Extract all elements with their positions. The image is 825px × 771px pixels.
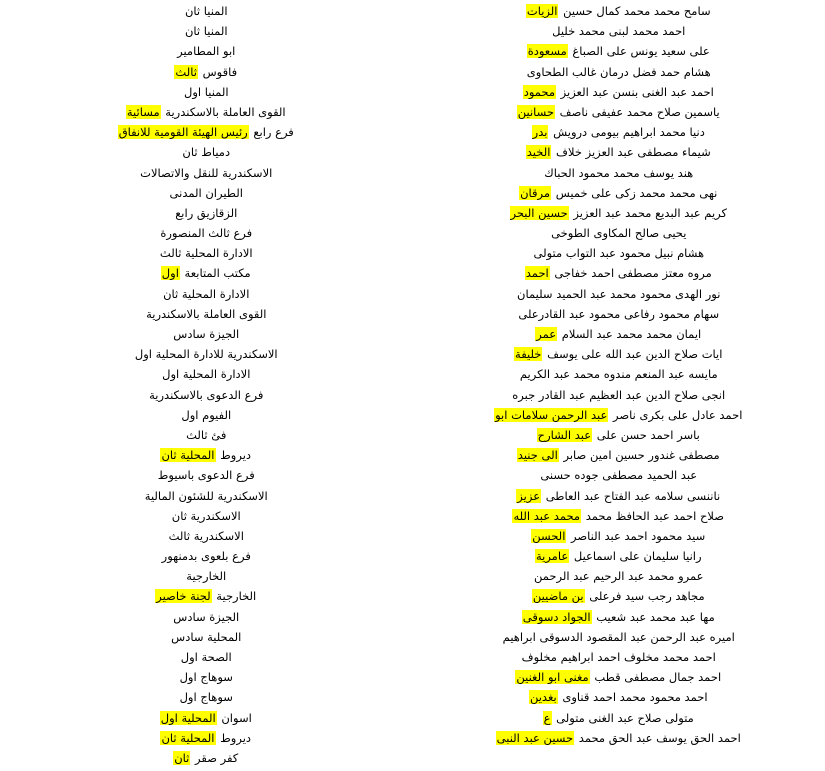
cell-text bbox=[184, 24, 229, 40]
cell-name[interactable] bbox=[413, 226, 825, 246]
table-row[interactable] bbox=[0, 711, 825, 731]
cell-name[interactable] bbox=[413, 24, 825, 44]
cell-office[interactable] bbox=[0, 44, 413, 64]
cell-segment: نهى محمد محمد زكى على خميس bbox=[551, 186, 718, 200]
table-row[interactable] bbox=[0, 166, 825, 186]
cell-name[interactable] bbox=[413, 630, 825, 650]
cell-text bbox=[551, 24, 686, 40]
cell-text bbox=[179, 670, 234, 686]
cell-text bbox=[126, 105, 287, 121]
cell-segment: ناننسى سلامه عبد الفتاح عبد العاطى bbox=[541, 489, 721, 503]
cell-text bbox=[148, 388, 264, 404]
cell-text bbox=[532, 125, 706, 141]
cell-text bbox=[118, 125, 295, 141]
cell-segment: احمد عادل على بكرى ناصر bbox=[608, 408, 743, 422]
cell-text bbox=[517, 307, 720, 323]
table-row[interactable] bbox=[0, 226, 825, 246]
table-row[interactable] bbox=[0, 24, 825, 44]
cell-segment: الادارة المحلية اول bbox=[161, 367, 251, 381]
cell-text bbox=[526, 65, 712, 81]
cell-text bbox=[519, 186, 718, 202]
cell-office[interactable] bbox=[0, 226, 413, 246]
cell-segment: سامح محمد محمد كمال حسين bbox=[558, 4, 711, 18]
cell-name[interactable] bbox=[413, 589, 825, 609]
highlighted-text: عامرية bbox=[535, 549, 569, 563]
cell-text bbox=[516, 489, 721, 505]
cell-segment: سهام محمود رفاعى محمود عبد القادرعلى bbox=[517, 307, 720, 321]
cell-text bbox=[526, 4, 712, 20]
highlighted-text: ثالث bbox=[174, 65, 198, 79]
cell-segment: اميره عبد الرحمن عبد المقصود الدسوقى ابراهيم bbox=[502, 630, 736, 644]
cell-segment: كريم عبد البديع محمد عبد العزيز bbox=[569, 206, 728, 220]
cell-name[interactable] bbox=[413, 266, 825, 286]
cell-segment: احمد محمود محمد احمد قناوى bbox=[558, 690, 709, 704]
cell-office[interactable] bbox=[0, 166, 413, 186]
cell-segment: القوى العاملة بالاسكندرية bbox=[145, 307, 267, 321]
highlighted-text: حسين البحر bbox=[510, 206, 569, 220]
cell-office[interactable] bbox=[0, 610, 413, 630]
table-row[interactable] bbox=[0, 529, 825, 549]
cell-segment: ابو المطامير bbox=[176, 44, 236, 58]
table-row[interactable] bbox=[0, 367, 825, 387]
cell-segment: سوهاج اول bbox=[179, 670, 234, 684]
cell-name[interactable] bbox=[413, 509, 825, 529]
cell-text bbox=[171, 509, 242, 525]
cell-text bbox=[159, 246, 254, 262]
cell-name[interactable] bbox=[413, 145, 825, 165]
cell-name[interactable] bbox=[413, 610, 825, 630]
cell-text bbox=[510, 206, 728, 222]
table-row[interactable] bbox=[0, 428, 825, 448]
cell-segment: ايات صلاح الدين عبد الله على يوسف bbox=[542, 347, 723, 361]
cell-text bbox=[496, 731, 742, 747]
cell-text bbox=[183, 85, 230, 101]
cell-office[interactable] bbox=[0, 65, 413, 85]
cell-name[interactable] bbox=[413, 307, 825, 327]
cell-text bbox=[535, 549, 703, 565]
cell-name[interactable] bbox=[413, 751, 825, 771]
cell-name[interactable] bbox=[413, 287, 825, 307]
cell-office[interactable] bbox=[0, 509, 413, 529]
cell-text bbox=[179, 690, 234, 706]
cell-segment: الادارة المحلية ثالث bbox=[159, 246, 254, 260]
cell-text bbox=[161, 367, 251, 383]
cell-segment: فاقوس bbox=[198, 65, 238, 79]
cell-name[interactable] bbox=[413, 105, 825, 125]
cell-segment: دنيا محمد ابراهيم بيومى درويش bbox=[548, 125, 705, 139]
cell-text bbox=[494, 408, 743, 424]
cell-office[interactable] bbox=[0, 711, 413, 731]
cell-segment: الاسكندرية للادارة المحلية اول bbox=[134, 347, 279, 361]
cell-segment: فرع الدعوى باسيوط bbox=[157, 468, 256, 482]
cell-segment: مها عبد محمد عبد شعيب bbox=[592, 610, 716, 624]
highlighted-text: الزيات bbox=[526, 4, 559, 18]
cell-text bbox=[523, 85, 715, 101]
cell-name[interactable] bbox=[413, 711, 825, 731]
cell-segment: مكتب المتابعة bbox=[180, 266, 252, 280]
table-row[interactable] bbox=[0, 186, 825, 206]
cell-office[interactable] bbox=[0, 24, 413, 44]
cell-office[interactable] bbox=[0, 529, 413, 549]
cell-segment: مروه معتز مصطفى احمد خفاجى bbox=[550, 266, 713, 280]
cell-text bbox=[159, 226, 253, 242]
cell-text bbox=[539, 468, 698, 484]
highlighted-text: عبد الرحمن سلامات ابو bbox=[494, 408, 608, 422]
table-row[interactable] bbox=[0, 690, 825, 710]
cell-segment: ياسمين صلاح محمد عفيفى ناصف bbox=[555, 105, 721, 119]
cell-text bbox=[527, 44, 711, 60]
cell-name[interactable] bbox=[413, 347, 825, 367]
highlighted-text: خليفة bbox=[514, 347, 542, 361]
cell-office[interactable] bbox=[0, 448, 413, 468]
cell-office[interactable] bbox=[0, 468, 413, 488]
cell-name[interactable] bbox=[413, 690, 825, 710]
cell-office[interactable] bbox=[0, 650, 413, 670]
cell-text bbox=[521, 650, 717, 666]
highlighted-text: مسائية bbox=[126, 105, 161, 119]
cell-name[interactable] bbox=[413, 125, 825, 145]
cell-text bbox=[155, 589, 257, 605]
cell-office[interactable] bbox=[0, 307, 413, 327]
cell-office[interactable] bbox=[0, 408, 413, 428]
cell-text bbox=[170, 630, 242, 646]
cell-name[interactable] bbox=[413, 246, 825, 266]
cell-text bbox=[531, 529, 706, 545]
cell-segment: ديروط bbox=[216, 448, 253, 462]
cell-segment: عمرو محمد عبد الرحيم عبد الرحمن bbox=[533, 569, 705, 583]
cell-segment: القوى العاملة بالاسكندرية bbox=[161, 105, 287, 119]
highlighted-text: رئيس الهيئة القومية للانفاق bbox=[118, 125, 249, 139]
cell-office[interactable] bbox=[0, 266, 413, 286]
table-row[interactable] bbox=[0, 650, 825, 670]
cell-office[interactable] bbox=[0, 105, 413, 125]
cell-text bbox=[134, 347, 279, 363]
cell-name[interactable] bbox=[413, 468, 825, 488]
cell-office[interactable] bbox=[0, 327, 413, 347]
cell-text bbox=[535, 327, 702, 343]
cell-office[interactable] bbox=[0, 246, 413, 266]
table-row[interactable] bbox=[0, 4, 825, 24]
cell-name[interactable] bbox=[413, 65, 825, 85]
cell-segment: الاسكندرية للشئون المالية bbox=[144, 489, 269, 503]
cell-text bbox=[517, 448, 721, 464]
cell-text bbox=[550, 226, 687, 242]
table-row[interactable] bbox=[0, 266, 825, 286]
cell-name[interactable] bbox=[413, 529, 825, 549]
highlighted-text: مرقان bbox=[519, 186, 551, 200]
cell-text bbox=[519, 367, 719, 383]
cell-name[interactable] bbox=[413, 428, 825, 448]
cell-text bbox=[543, 711, 695, 727]
cell-segment: نور الهدى محمود محمد عبد الحميد سليمان bbox=[516, 287, 721, 301]
cell-segment: المنيا ثان bbox=[184, 4, 229, 18]
highlighted-text: حسانين bbox=[517, 105, 555, 119]
table-row[interactable] bbox=[0, 44, 825, 64]
cell-segment: الخارجية bbox=[212, 589, 258, 603]
cell-text bbox=[532, 589, 706, 605]
cell-text bbox=[180, 408, 232, 424]
cell-text bbox=[515, 670, 722, 686]
cell-text bbox=[180, 650, 233, 666]
cell-segment: هند يوسف محمد محمود الحباك bbox=[543, 166, 694, 180]
table-row[interactable] bbox=[0, 751, 825, 771]
highlighted-text: بغدين bbox=[529, 690, 558, 704]
cell-office[interactable] bbox=[0, 428, 413, 448]
cell-segment: احمد عبد الغنى بنسن عبد العزيز bbox=[556, 85, 715, 99]
highlighted-text: المحلية ثان bbox=[160, 448, 215, 462]
cell-segment: المنيا ثان bbox=[184, 24, 229, 38]
highlighted-text: عبد الشارح bbox=[537, 428, 592, 442]
cell-segment: الصحة اول bbox=[180, 650, 233, 664]
cell-segment: فرع بلعوى بدمنهور bbox=[161, 549, 252, 563]
cell-office[interactable] bbox=[0, 690, 413, 710]
cell-name[interactable] bbox=[413, 44, 825, 64]
cell-text bbox=[517, 105, 721, 121]
cell-segment: احمد محمد مخلوف احمد ابراهيم مخلوف bbox=[521, 650, 717, 664]
cell-office[interactable] bbox=[0, 751, 413, 771]
cell-text bbox=[168, 529, 245, 545]
table-row[interactable] bbox=[0, 145, 825, 165]
highlighted-text: مسعودة bbox=[527, 44, 568, 58]
data-table bbox=[0, 4, 825, 771]
cell-segment: شيماء مصطفى عبد العزيز خلاف bbox=[551, 145, 711, 159]
cell-text bbox=[514, 347, 723, 363]
table-row[interactable] bbox=[0, 105, 825, 125]
cell-name[interactable] bbox=[413, 367, 825, 387]
cell-segment: الزقازيق رابع bbox=[174, 206, 238, 220]
cell-text bbox=[516, 287, 721, 303]
cell-name[interactable] bbox=[413, 569, 825, 589]
table-row[interactable] bbox=[0, 246, 825, 266]
cell-segment: الادارة المحلية ثان bbox=[162, 287, 250, 301]
cell-office[interactable] bbox=[0, 85, 413, 105]
highlighted-text: عمر bbox=[535, 327, 557, 341]
cell-segment: سيد محمود احمد عبد الناصر bbox=[566, 529, 706, 543]
cell-text bbox=[157, 468, 256, 484]
cell-segment: مصطفى غندور حسين امين صابر bbox=[559, 448, 721, 462]
highlighted-text: بدر bbox=[532, 125, 549, 139]
highlighted-text: اول bbox=[161, 266, 180, 280]
cell-segment: احمد الحق يوسف عبد الحق محمد bbox=[574, 731, 742, 745]
cell-segment: فرع الدعوى بالاسكندرية bbox=[148, 388, 264, 402]
cell-office[interactable] bbox=[0, 388, 413, 408]
cell-name[interactable] bbox=[413, 186, 825, 206]
highlighted-text: بن ماضيين bbox=[532, 589, 585, 603]
cell-segment: هشام نبيل محمود عبد التواب متولى bbox=[532, 246, 705, 260]
cell-text bbox=[172, 327, 240, 343]
cell-office[interactable] bbox=[0, 630, 413, 650]
cell-segment: ايمان محمد محمد عبد السلام bbox=[557, 327, 702, 341]
cell-segment: على سعيد يونس على الصباغ bbox=[568, 44, 711, 58]
cell-segment: دمياط ثان bbox=[181, 145, 231, 159]
cell-name[interactable] bbox=[413, 388, 825, 408]
cell-text bbox=[161, 266, 252, 282]
cell-office[interactable] bbox=[0, 287, 413, 307]
cell-office[interactable] bbox=[0, 549, 413, 569]
cell-segment: الاسكندرية للنقل والاتصالات bbox=[139, 166, 273, 180]
cell-text bbox=[185, 428, 227, 444]
highlighted-text: المحلية اول bbox=[160, 711, 217, 725]
cell-text bbox=[537, 428, 701, 444]
highlighted-text: الحسن bbox=[531, 529, 566, 543]
cell-segment: صلاح احمد عبد الحافظ محمد bbox=[581, 509, 725, 523]
table-row[interactable] bbox=[0, 85, 825, 105]
highlighted-text: الخيد bbox=[526, 145, 552, 159]
cell-text bbox=[174, 65, 238, 81]
cell-name[interactable] bbox=[413, 650, 825, 670]
table-row[interactable] bbox=[0, 388, 825, 408]
cell-segment: انجى صلاح الدين عبد العظيم عبد القادر جبره bbox=[511, 388, 726, 402]
cell-text bbox=[511, 388, 726, 404]
cell-office[interactable] bbox=[0, 206, 413, 226]
cell-text bbox=[169, 186, 244, 202]
table-row[interactable] bbox=[0, 408, 825, 428]
cell-text bbox=[185, 569, 227, 585]
cell-segment: فرع رابع bbox=[249, 125, 295, 139]
table-row[interactable] bbox=[0, 287, 825, 307]
cell-segment: هشام حمد فضل درمان غالب الطحاوى bbox=[526, 65, 712, 79]
highlighted-text: المحلية ثان bbox=[160, 731, 215, 745]
table-row[interactable] bbox=[0, 549, 825, 569]
cell-office[interactable] bbox=[0, 367, 413, 387]
cell-name[interactable] bbox=[413, 85, 825, 105]
cell-text bbox=[529, 690, 709, 706]
table-row[interactable] bbox=[0, 589, 825, 609]
cell-name[interactable] bbox=[413, 166, 825, 186]
cell-text bbox=[162, 287, 250, 303]
cell-text bbox=[144, 489, 269, 505]
cell-segment: الطيران المدنى bbox=[169, 186, 244, 200]
cell-segment: مايسه عبد المنعم مندوه محمد عبد الكريم bbox=[519, 367, 719, 381]
cell-segment: فرع ثالث المنصورة bbox=[159, 226, 253, 240]
cell-text bbox=[543, 166, 694, 182]
cell-text bbox=[172, 610, 240, 626]
cell-segment: مجاهد رجب سيد فرعلى bbox=[585, 589, 706, 603]
highlighted-text: احمد bbox=[525, 266, 550, 280]
cell-text bbox=[160, 731, 252, 747]
cell-text bbox=[532, 246, 705, 262]
cell-text bbox=[184, 4, 229, 20]
highlighted-text: الى جنيد bbox=[517, 448, 559, 462]
cell-office[interactable] bbox=[0, 4, 413, 24]
cell-text bbox=[522, 610, 716, 626]
cell-text bbox=[533, 569, 705, 585]
cell-text bbox=[139, 166, 273, 182]
cell-segment: يحيى صالح المكاوى الطوخى bbox=[550, 226, 687, 240]
table-row[interactable] bbox=[0, 509, 825, 529]
cell-segment: متولى صلاح عبد الغنى متولى bbox=[552, 711, 695, 725]
highlighted-text: ع bbox=[543, 711, 552, 725]
cell-segment: الاسكندرية ثالث bbox=[168, 529, 245, 543]
highlighted-text: الجواد دسوقى bbox=[522, 610, 592, 624]
cell-name[interactable] bbox=[413, 489, 825, 509]
highlighted-text: لجنة خاصير bbox=[155, 589, 211, 603]
cell-name[interactable] bbox=[413, 448, 825, 468]
cell-segment: الفيوم اول bbox=[180, 408, 232, 422]
table-body bbox=[0, 4, 825, 771]
cell-office[interactable] bbox=[0, 186, 413, 206]
cell-segment: الجيزة سادس bbox=[172, 327, 240, 341]
cell-segment: ديروط bbox=[216, 731, 253, 745]
table-row[interactable] bbox=[0, 610, 825, 630]
cell-name[interactable] bbox=[413, 670, 825, 690]
cell-name[interactable] bbox=[413, 206, 825, 226]
highlighted-text: مغنى ابو الغنين bbox=[515, 670, 589, 684]
cell-text bbox=[173, 751, 239, 767]
table-row[interactable] bbox=[0, 327, 825, 347]
cell-segment: اسوان bbox=[217, 711, 253, 725]
cell-office[interactable] bbox=[0, 489, 413, 509]
cell-text bbox=[526, 145, 712, 161]
cell-text bbox=[174, 206, 238, 222]
cell-segment: كفر صقر bbox=[190, 751, 239, 765]
cell-office[interactable] bbox=[0, 125, 413, 145]
table-row[interactable] bbox=[0, 65, 825, 85]
cell-office[interactable] bbox=[0, 569, 413, 589]
cell-segment: احمد جمال مصطفى قطب bbox=[590, 670, 722, 684]
cell-name[interactable] bbox=[413, 4, 825, 24]
cell-segment: باسر احمد حسن على bbox=[592, 428, 701, 442]
cell-segment: عبد الحميد مصطفى جوده حسنى bbox=[539, 468, 698, 482]
cell-text bbox=[181, 145, 231, 161]
cell-office[interactable] bbox=[0, 589, 413, 609]
highlighted-text: ثان bbox=[173, 751, 190, 765]
cell-segment: سوهاج اول bbox=[179, 690, 234, 704]
cell-segment: الجيزة سادس bbox=[172, 610, 240, 624]
cell-name[interactable] bbox=[413, 327, 825, 347]
table-row[interactable] bbox=[0, 468, 825, 488]
table-row[interactable] bbox=[0, 125, 825, 145]
highlighted-text: محمد عبد الله bbox=[512, 509, 581, 523]
table-row[interactable] bbox=[0, 670, 825, 690]
table-row[interactable] bbox=[0, 731, 825, 751]
table-row[interactable] bbox=[0, 307, 825, 327]
highlighted-text: عزيز bbox=[516, 489, 541, 503]
table-row[interactable] bbox=[0, 489, 825, 509]
cell-office[interactable] bbox=[0, 670, 413, 690]
cell-segment: احمد محمد لبنى محمد خليل bbox=[551, 24, 686, 38]
cell-name[interactable] bbox=[413, 549, 825, 569]
cell-text bbox=[160, 711, 253, 727]
cell-name[interactable] bbox=[413, 731, 825, 751]
cell-segment: المحلية سادس bbox=[170, 630, 242, 644]
table-row[interactable] bbox=[0, 630, 825, 650]
cell-segment: رانيا سليمان على اسماعيل bbox=[569, 549, 702, 563]
cell-text bbox=[525, 266, 713, 282]
table-row[interactable] bbox=[0, 448, 825, 468]
highlighted-text: حسين عبد النبى bbox=[496, 731, 575, 745]
cell-office[interactable] bbox=[0, 347, 413, 367]
table-row[interactable] bbox=[0, 206, 825, 226]
cell-text bbox=[502, 630, 736, 646]
cell-text bbox=[512, 509, 725, 525]
cell-segment: المنيا اول bbox=[183, 85, 230, 99]
cell-name[interactable] bbox=[413, 408, 825, 428]
cell-text bbox=[176, 44, 236, 60]
table-row[interactable] bbox=[0, 569, 825, 589]
cell-text bbox=[161, 549, 252, 565]
table-row[interactable] bbox=[0, 347, 825, 367]
cell-office[interactable] bbox=[0, 145, 413, 165]
cell-segment: فئ ثالث bbox=[185, 428, 227, 442]
highlighted-text: محمود bbox=[523, 85, 556, 99]
cell-text bbox=[160, 448, 252, 464]
cell-office[interactable] bbox=[0, 731, 413, 751]
cell-segment: الخارجية bbox=[185, 569, 227, 583]
cell-segment: الاسكندرية ثان bbox=[171, 509, 242, 523]
cell-text bbox=[145, 307, 267, 323]
